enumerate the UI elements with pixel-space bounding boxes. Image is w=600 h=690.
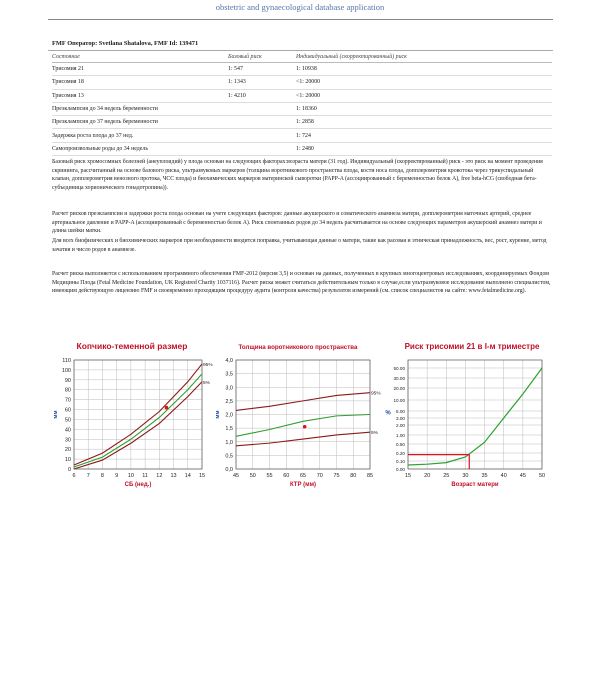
x-tick-label: 35 [481, 473, 488, 479]
y-tick-label: 70 [64, 397, 71, 404]
y-tick-label: 0.00 [396, 467, 405, 472]
paragraph-base-risk: Базовый риск хромосомных болезней (анеуплоидий) у плода основан на следующих факторах:возраста матери (31 год). Индивидуальный (скорректированный) риск - это риск на момент проведения скрининга, рассчитанный на основе базового риска, ультразвуковых маркеров (толщина воротникового пространства плода, кости носа плода, допплерометрия кровотока через трикуспидальный клапан, допплерометрия венозного протока, ЧСС плода) и биохимических маркеров материнской сыворотки (PAPP-A (ассоциированный с беременностью белок А), free beta-hCG (свободная бета-субъединица хорионического гонадотропина)). [52, 159, 543, 191]
cell: <1: 20000 [296, 89, 552, 102]
x-tick-label: 50 [249, 473, 256, 479]
x-tick-label: 45 [232, 473, 240, 479]
table-row [52, 129, 552, 142]
y-tick-label: 110 [62, 358, 71, 364]
y-tick-label: 0,5 [225, 453, 233, 460]
y-tick-label: 0.20 [396, 451, 405, 456]
x-tick-label: 40 [500, 473, 507, 479]
table-row [52, 76, 552, 89]
x-axis-label: Возраст матери [451, 482, 499, 488]
paragraph-corrections: Для всех биофизических и биохимических маркеров при необходимости вводится поправка, учитывающая данные о матери, такие как расовая и этническая принадлежность, вес, рост, курение, метод зачатия и число родов в анамнезе. [52, 238, 547, 253]
chart-title: Толщина воротникового пространства [238, 344, 358, 351]
cell: 1: 1343 [228, 76, 296, 89]
table-row [52, 116, 552, 129]
y-tick-label: 2.00 [396, 423, 405, 428]
y-tick-label: 0.50 [396, 442, 405, 447]
y-tick-label: 90 [64, 377, 71, 384]
cell: Трисомия 18 [52, 76, 228, 89]
x-tick-label: 80 [350, 473, 357, 479]
y-tick-label: 40 [64, 427, 71, 434]
y-tick-label: 80 [64, 387, 71, 394]
y-tick-label: 50.00 [393, 366, 405, 371]
y-tick-label: 10 [64, 457, 71, 464]
y-tick-label: 0 [67, 467, 71, 473]
paragraph-software: Расчет риска выполняется с использованием программного обеспечения FMF-2012 (версия 3,5) и основан на данных, полученных в крупных многоцентровых исследованиях, координируемых Фондом Медицины Плода (Fetal Medicine Foundation, UK Registred Charity 1037116). Расчет риска может считаться действительным только в случае,если ультразвуковое исследование выполнено специалистом, имеющим действующую лицензию FMF и своевременно проходящим процедуру аудита (контроля качества) результатов измерений (см. список специалистов на сайте: www.fetalmedicine.org). [52, 271, 551, 295]
y-axis-label: мм [53, 410, 59, 419]
x-tick-label: 14 [184, 473, 191, 479]
cell: 1: 547 [228, 63, 296, 76]
table-row [52, 63, 552, 76]
y-tick-label: 0,0 [225, 467, 233, 473]
y-tick-label: 10.00 [393, 398, 405, 403]
measurement-point [165, 406, 169, 410]
crl-chart-svg [40, 338, 215, 498]
x-tick-label: 70 [316, 473, 323, 479]
x-tick-label: 15 [404, 473, 412, 479]
t21-chart-svg [380, 338, 555, 498]
y-tick-label: 60 [64, 407, 71, 414]
col-individual-risk: Индивидуальный (скорректированный) риск [296, 54, 552, 63]
y-tick-label: 20 [64, 447, 71, 454]
y-tick-label: 5.00 [396, 409, 405, 414]
series-95pct [74, 364, 202, 465]
y-tick-label: 100 [61, 367, 71, 374]
cell: Задержка роста плода до 37 нед. [52, 129, 228, 142]
cell [228, 129, 296, 142]
y-tick-label: 1,5 [225, 426, 233, 433]
y-tick-label: 4,0 [225, 358, 233, 364]
x-tick-label: 7 [86, 473, 90, 479]
x-tick-label: 85 [366, 473, 374, 479]
y-tick-label: 3.00 [396, 416, 405, 421]
table-row [52, 89, 552, 102]
x-axis-label: СБ (нед.) [124, 482, 152, 488]
series-age-risk [408, 368, 542, 465]
x-tick-label: 9 [115, 473, 119, 479]
y-tick-label: 20.00 [393, 386, 405, 391]
y-axis-label: мм [215, 410, 221, 419]
table-header-row [52, 54, 552, 63]
label-95: 95% [371, 391, 381, 397]
table-row [52, 102, 552, 115]
y-tick-label: 2,0 [225, 412, 233, 419]
paragraph-preeclampsia: Расчет рисков преэклампсии и задержки роста плода основан на учете следующих факторов: данные акушерского и соматического анамнеза матери, допплерометрия маточных артерий, среднее артериальное давление и PAPP-A (ассоциированный с беременностью белок А). Риск спонтанных родов до 34 недель расчитывается на основе следующих параметров акушерский анамнез матери и длина шейки матки. [52, 211, 542, 235]
y-tick-label: 1,0 [225, 439, 233, 446]
cell: Преэклампсия до 37 недель беременности [52, 116, 228, 129]
x-tick-label: 45 [519, 473, 526, 479]
series-50pct [74, 374, 202, 467]
y-tick-label: 3,5 [225, 371, 233, 378]
x-tick-label: 15 [198, 473, 206, 479]
y-tick-label: 30.00 [393, 376, 405, 381]
t21-chart [380, 338, 555, 503]
label-95: 95% [203, 362, 213, 368]
cell: 1: 10938 [296, 63, 552, 76]
header-divider [48, 19, 553, 20]
chart-title: Копчико-теменной размер [76, 341, 188, 351]
x-tick-label: 13 [170, 473, 177, 479]
measurement-point [303, 425, 307, 429]
app-title: obstetric and gynaecological database application [215, 2, 385, 12]
y-tick-label: 2,5 [225, 398, 233, 405]
y-tick-label: 1.00 [396, 433, 405, 438]
x-tick-label: 65 [299, 473, 307, 479]
y-tick-label: 3,0 [225, 385, 233, 392]
cell: 1: 724 [296, 129, 552, 142]
col-condition: Состояние [52, 54, 228, 63]
x-tick-label: 20 [424, 473, 431, 479]
cell: Самопроизвольные роды до 34 недель [52, 142, 228, 155]
y-tick-label: 50 [64, 417, 71, 424]
label-5: 5% [203, 380, 210, 386]
cell [228, 102, 296, 115]
y-tick-label: 30 [64, 437, 71, 444]
cell: 1: 2858 [296, 116, 552, 129]
x-tick-label: 25 [443, 473, 450, 479]
cell [228, 142, 296, 155]
x-tick-label: 30 [462, 473, 469, 479]
nt-chart-svg [210, 338, 385, 498]
chart-title: Риск трисомии 21 в I-м триместре [404, 342, 540, 351]
patient-header: FMF Оператор: Svetlana Shatalova, FMF Id: 139471 [52, 40, 199, 47]
cell: 1: 2480 [296, 142, 552, 155]
cell: <1: 20000 [296, 76, 552, 89]
plot-frame [74, 360, 202, 469]
x-tick-label: 12 [156, 473, 163, 479]
x-tick-label: 60 [283, 473, 290, 479]
table-row [52, 142, 552, 155]
risk-table [52, 54, 552, 156]
x-tick-label: 55 [266, 473, 273, 479]
age-marker [408, 455, 469, 469]
nt-chart [210, 338, 385, 503]
x-tick-label: 10 [127, 473, 134, 479]
x-tick-label: 6 [72, 473, 76, 479]
y-tick-label: 0.10 [396, 459, 405, 464]
x-axis-label: КТР (мм) [289, 482, 317, 488]
cell: Трисомия 21 [52, 63, 228, 76]
x-tick-label: 8 [100, 473, 104, 479]
x-tick-label: 75 [333, 473, 340, 479]
col-base-risk: Базовый риск [228, 54, 296, 63]
cell: 1: 4210 [228, 89, 296, 102]
cell: Преэклампсия до 34 недель беременности [52, 102, 228, 115]
label-5: 5% [371, 431, 378, 437]
x-tick-label: 11 [142, 473, 148, 479]
plot-frame [408, 360, 542, 469]
x-tick-label: 50 [538, 473, 546, 479]
y-axis-label: % [385, 410, 391, 417]
crl-chart [40, 338, 215, 503]
cell: 1: 18360 [296, 102, 552, 115]
cell: Трисомия 13 [52, 89, 228, 102]
header-underline [48, 50, 553, 51]
cell [228, 116, 296, 129]
